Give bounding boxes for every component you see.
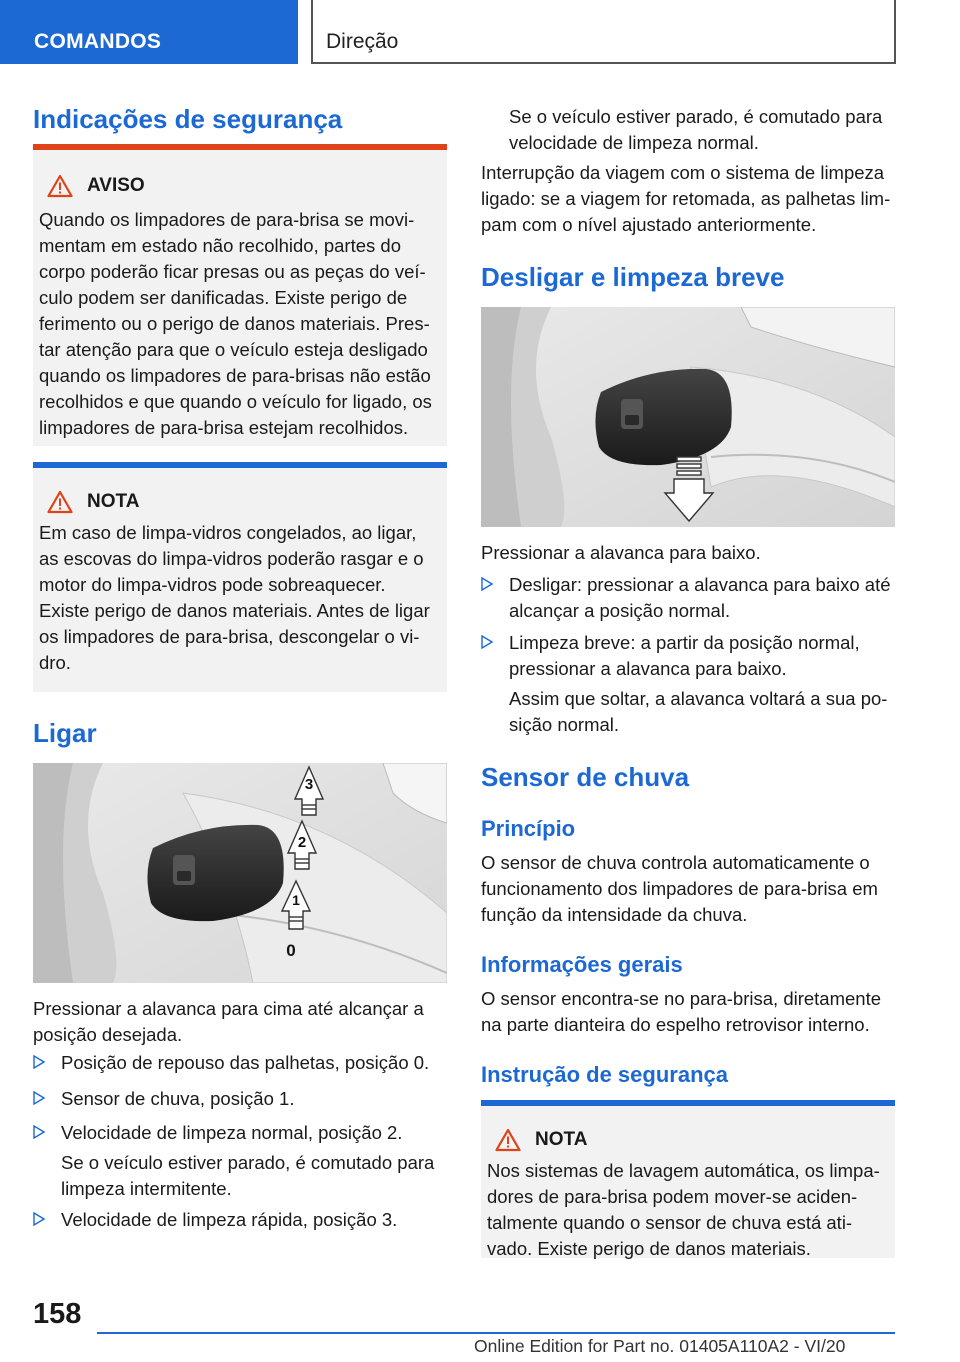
section-tab: COMANDOS	[0, 0, 298, 64]
note-label: NOTA	[87, 491, 140, 512]
page-number: 158	[33, 1298, 82, 1330]
header-frame	[311, 0, 896, 64]
warning-label: AVISO	[87, 175, 145, 196]
subheading-info: Informações gerais	[481, 952, 683, 977]
warning-text: Quando os limpadores de para-brisa se movi- mentam em estado não recolhido, partes do corpo poderão ficar presas ou as peças do veí- culo podem ser danificadas. Existe perigo de ferimento ou o perigo de danos materiais. Pres- tar atenção para que o veículo esteja desligado quando os limpadores de para-brisas não estão recolhidos e que quando o veículo for ligado, os limpadores de para-brisa estejam recolhidos.	[39, 209, 432, 438]
subheading-instr: Instrução de segurança	[481, 1062, 728, 1087]
list-item: Limpeza breve: a partir da posição normal, pressionar a alavanca para baixo.	[481, 630, 895, 682]
note-bar	[481, 1100, 895, 1106]
note-bar	[33, 462, 447, 468]
principio-paragraph: O sensor de chuva controla automaticamente o funcionamento dos limpadores de para-brisa em função da intensidade da chuva.	[481, 852, 878, 925]
bullet-triangle-icon	[33, 1055, 45, 1069]
bullet-triangle-icon	[481, 577, 493, 591]
figure-label-2: 2	[297, 834, 307, 851]
cont-subtext: Se o veículo estiver parado, é comutado para velocidade de limpeza normal.	[509, 106, 883, 153]
figure-label-1: 1	[292, 892, 300, 908]
note-text: Em caso de limpa-vidros congelados, ao ligar, as escovas do limpa-vidros poderão rasgar e o motor do limpa-vidros pode sobreaquecer. Existe perigo de danos materiais. Antes de ligar os limpadores de para-brisa, descongelar o vi- dro.	[39, 522, 430, 673]
wiper-lever-down-illustration	[481, 307, 895, 527]
list-item: Posição de repouso das palhetas, posição 0.	[33, 1050, 447, 1076]
list-subtext: Se o veículo estiver parado, é comutado para limpeza intermitente.	[61, 1152, 435, 1199]
wiper-lever-up-illustration	[33, 763, 447, 983]
list-subtext: Assim que soltar, a alavanca voltará a sua po- sição normal.	[509, 688, 888, 735]
desligar-intro: Pressionar a alavanca para baixo.	[481, 542, 761, 563]
heading-ligar: Ligar	[33, 718, 97, 748]
figure-label-3: 3	[304, 776, 314, 793]
heading-desligar: Desligar e limpeza breve	[481, 262, 785, 292]
interrupt-paragraph: Interrupção da viagem com o sistema de limpeza ligado: se a viagem for retomada, as palhetas lim- pam com o nível ajustado anteriormente.	[481, 162, 891, 235]
warning-triangle-icon	[495, 1128, 521, 1152]
warning-box	[33, 144, 447, 446]
note-text: Nos sistemas de lavagem automática, os limpa- dores de para-brisa podem mover-se aciden- talmente quando o sensor de chuva está ati- vado. Existe perigo de danos materiais.	[487, 1160, 880, 1259]
heading-sensor: Sensor de chuva	[481, 762, 690, 792]
note-label: NOTA	[535, 1129, 588, 1150]
bullet-triangle-icon	[33, 1125, 45, 1139]
bullet-triangle-icon	[33, 1091, 45, 1105]
figure-label-0: 0	[286, 941, 296, 960]
list-item: Desligar: pressionar a alavanca para baixo até alcançar a posição normal.	[481, 572, 895, 624]
info-paragraph: O sensor encontra-se no para-brisa, diretamente na parte dianteira do espelho retrovisor interno.	[481, 988, 882, 1035]
bullet-triangle-icon	[33, 1212, 45, 1226]
bullet-triangle-icon	[481, 635, 493, 649]
heading-safety: Indicações de segurança	[33, 104, 343, 134]
note-box	[481, 1100, 895, 1258]
list-item: Sensor de chuva, posição 1.	[33, 1086, 447, 1112]
chapter-title: Direção	[326, 30, 399, 53]
footer-rule	[97, 1332, 895, 1334]
list-item: Velocidade de limpeza rápida, posição 3.	[33, 1207, 447, 1233]
subheading-principio: Princípio	[481, 816, 576, 841]
warning-triangle-icon	[47, 490, 73, 514]
warning-triangle-icon	[47, 174, 73, 198]
edition-text: Online Edition for Part no. 01405A110A2 - VI/20	[474, 1336, 846, 1356]
warning-bar	[33, 144, 447, 150]
list-item: Velocidade de limpeza normal, posição 2.	[33, 1120, 447, 1146]
note-box	[33, 462, 447, 692]
ligar-intro: Pressionar a alavanca para cima até alcançar a posição desejada.	[33, 998, 424, 1045]
